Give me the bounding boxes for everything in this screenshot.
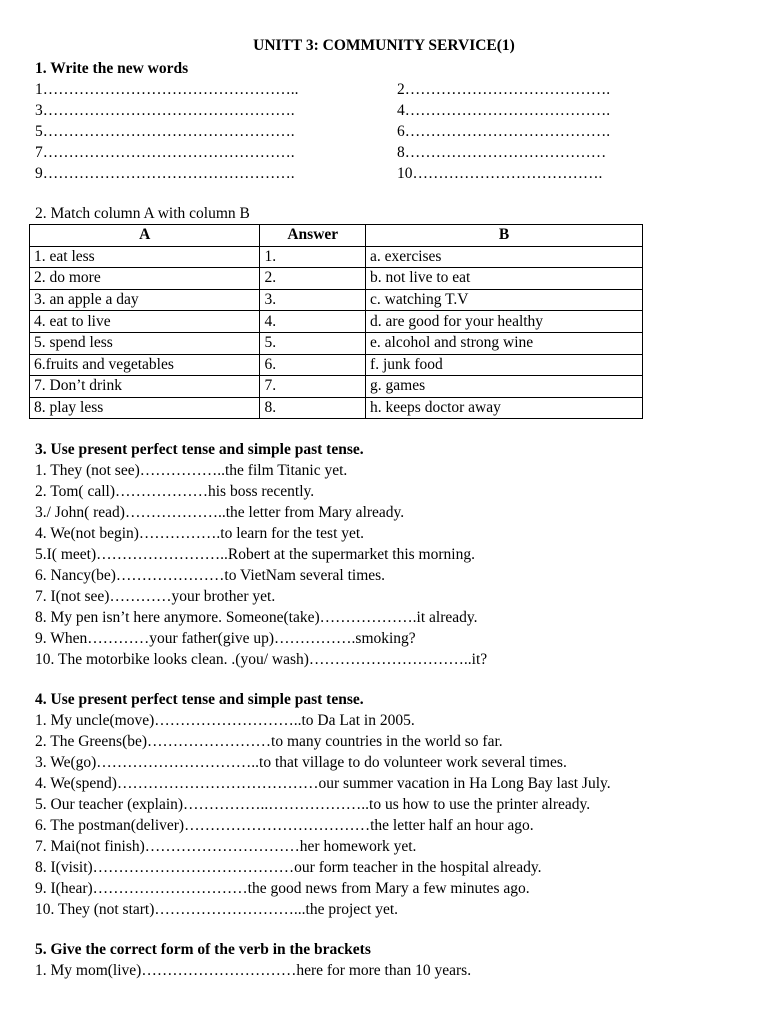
exercise-item: 2. Tom( call)………………his boss recently. (35, 483, 315, 500)
column-a-cell: 3. an apple a day (30, 289, 260, 311)
column-a-header: A (30, 225, 260, 247)
column-b-cell: f. junk food (366, 354, 643, 376)
exercise-item: 10. They (not start)………………………...the project yet. (35, 901, 399, 918)
section2-heading: 2. Match column A with column B (35, 205, 250, 222)
section1-heading: 1. Write the new words (35, 60, 189, 77)
exercise-item: 4. We(spend)…………………………………our summer vacation in Ha Long Bay last July. (35, 775, 611, 792)
word-blank: 6…………………………………. (397, 123, 611, 140)
word-blank: 8………………………………… (397, 144, 607, 161)
column-a-cell: 7. Don’t drink (30, 376, 260, 398)
column-a-cell: 4. eat to live (30, 311, 260, 333)
answer-cell: 8. (260, 397, 366, 419)
answer-cell: 4. (260, 311, 366, 333)
column-a-cell: 5. spend less (30, 332, 260, 354)
answer-cell: 1. (260, 246, 366, 268)
column-a-cell: 1. eat less (30, 246, 260, 268)
exercise-item: 8. I(visit)…………………………………our form teacher in the hospital already. (35, 859, 542, 876)
word-blank: 3…………………………………………. (35, 102, 295, 119)
column-b-cell: e. alcohol and strong wine (366, 332, 643, 354)
exercise-item: 1. They (not see)……………..the film Titanic yet. (35, 462, 348, 479)
word-blank: 2…………………………………. (397, 81, 611, 98)
table-row (30, 311, 643, 333)
column-b-header: B (366, 225, 643, 247)
page-title: UNITT 3: COMMUNITY SERVICE(1) (253, 37, 515, 54)
table-row (30, 332, 643, 354)
section3-heading: 3. Use present perfect tense and simple past tense. (35, 441, 364, 458)
exercise-item: 5.I( meet)……………………..Robert at the supermarket this morning. (35, 546, 475, 563)
word-blank: 10………………………………. (397, 165, 603, 182)
word-blank: 7…………………………………………. (35, 144, 295, 161)
word-blank: 9…………………………………………. (35, 165, 295, 182)
word-blank: 1………………………………………….. (35, 81, 299, 98)
exercise-item: 9. I(hear)…………………………the good news from Mary a few minutes ago. (35, 880, 530, 897)
section4-heading: 4. Use present perfect tense and simple past tense. (35, 691, 364, 708)
column-b-cell: a. exercises (366, 246, 643, 268)
exercise-item: 7. I(not see)…………your brother yet. (35, 588, 276, 605)
exercise-item: 3. We(go)…………………………..to that village to do volunteer work several times. (35, 754, 567, 771)
answer-cell: 6. (260, 354, 366, 376)
exercise-item: 5. Our teacher (explain)……………..………………..to us how to use the printer already. (35, 796, 591, 813)
exercise-item: 9. When…………your father(give up)…………….smoking? (35, 630, 416, 647)
column-a-cell: 8. play less (30, 397, 260, 419)
column-b-cell: c. watching T.V (366, 289, 643, 311)
exercise-item: 6. The postman(deliver)………………………………the letter half an hour ago. (35, 817, 534, 834)
answer-cell: 7. (260, 376, 366, 398)
column-b-cell: b. not live to eat (366, 268, 643, 290)
exercise-item: 3./ John( read)………………..the letter from Mary already. (35, 504, 405, 521)
table-row (30, 289, 643, 311)
exercise-item: 7. Mai(not finish)…………………………her homework yet. (35, 838, 417, 855)
match-table (29, 224, 643, 419)
column-b-cell: h. keeps doctor away (366, 397, 643, 419)
section5-heading: 5. Give the correct form of the verb in the brackets (35, 941, 371, 958)
exercise-item: 6. Nancy(be)…………………to VietNam several times. (35, 567, 386, 584)
exercise-item: 2. The Greens(be)……………………to many countries in the world so far. (35, 733, 503, 750)
exercise-item: 10. The motorbike looks clean. .(you/ wash)…………………………..it? (35, 651, 488, 668)
column-a-cell: 2. do more (30, 268, 260, 290)
table-row (30, 376, 643, 398)
word-blank: 4…………………………………. (397, 102, 611, 119)
answer-cell: 2. (260, 268, 366, 290)
exercise-item: 1. My mom(live)…………………………here for more than 10 years. (35, 962, 472, 979)
column-b-cell: d. are good for your healthy (366, 311, 643, 333)
answer-cell: 5. (260, 332, 366, 354)
table-row (30, 268, 643, 290)
table-row (30, 397, 643, 419)
exercise-item: 4. We(not begin)…………….to learn for the test yet. (35, 525, 365, 542)
column-a-cell: 6.fruits and vegetables (30, 354, 260, 376)
column-b-cell: g. games (366, 376, 643, 398)
exercise-item: 8. My pen isn’t here anymore. Someone(take)……………….it already. (35, 609, 478, 626)
table-row (30, 246, 643, 268)
word-blank: 5…………………………………………. (35, 123, 295, 140)
exercise-item: 1. My uncle(move)………………………..to Da Lat in 2005. (35, 712, 415, 729)
answer-column-header: Answer (260, 225, 366, 247)
answer-cell: 3. (260, 289, 366, 311)
table-row (30, 354, 643, 376)
table-header-row (30, 225, 643, 247)
